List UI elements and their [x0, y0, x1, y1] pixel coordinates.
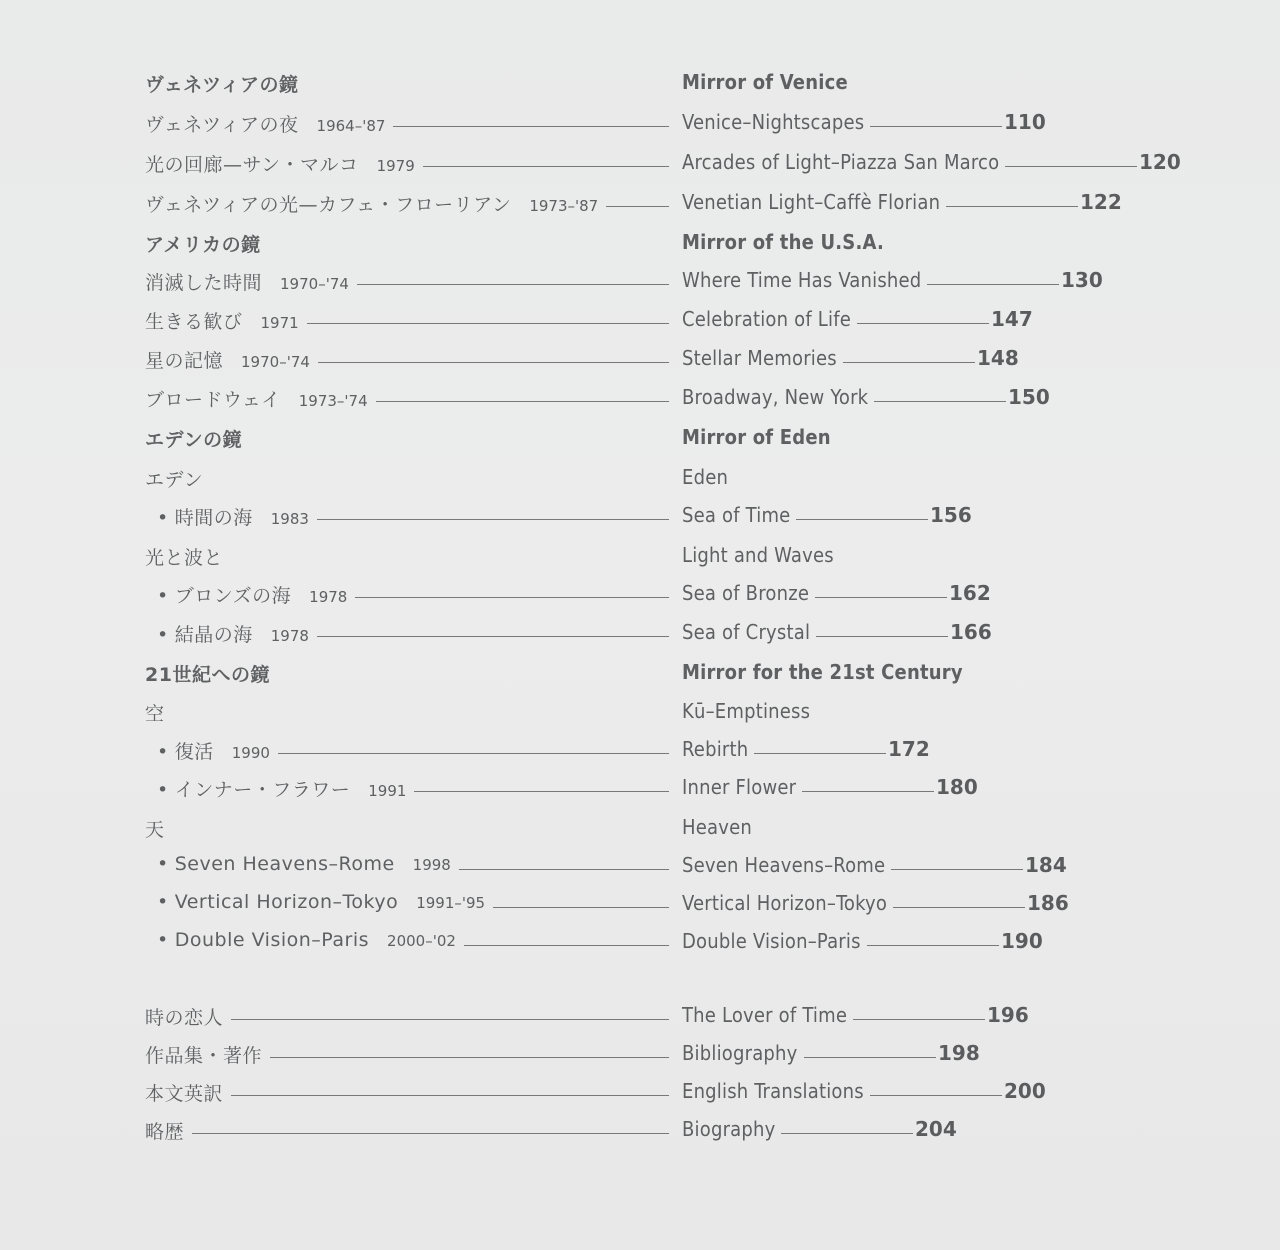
page-leader-rule [946, 206, 1078, 207]
entry-year: 1978 [309, 588, 348, 606]
section-heading-jp [145, 230, 261, 257]
section-heading-en: Mirror for the 21st Century [682, 660, 963, 684]
toc-entry [0, 887, 1280, 921]
page-number: 110 [1004, 110, 1046, 134]
page-number: 122 [1080, 190, 1122, 214]
leader-rule [317, 519, 669, 520]
entry-title-jp-text: エデン [145, 469, 204, 491]
page-number: 200 [1004, 1079, 1046, 1103]
entry-title-jp [157, 853, 451, 875]
page-number: 166 [950, 620, 992, 644]
entry-title-jp [145, 346, 310, 373]
entry-title-jp [145, 190, 598, 217]
page-number: 198 [938, 1041, 980, 1065]
page-leader-rule [857, 323, 989, 324]
entry-year: 1990 [231, 744, 270, 762]
entry-title-jp-text: 結晶の海 [174, 624, 253, 646]
toc-entry [0, 66, 1280, 100]
leader-rule [393, 126, 669, 127]
toc-entry [0, 656, 1280, 690]
page-number: 186 [1027, 891, 1069, 915]
entry-title-jp [157, 503, 309, 530]
entry-title-jp [145, 110, 385, 137]
leader-rule [307, 323, 669, 324]
page-number: 156 [930, 503, 972, 527]
entry-title-en: Rebirth [682, 737, 749, 761]
page-number: 148 [977, 346, 1019, 370]
page-leader-rule [796, 519, 928, 520]
entry-title-en: Venetian Light–Caffè Florian [682, 190, 941, 214]
entry-title-jp [157, 775, 406, 802]
entry-title-jp-text: 略歴 [145, 1121, 185, 1143]
entry-title-en: Sea of Crystal [682, 620, 811, 644]
entry-title-jp [145, 1003, 223, 1030]
entry-year: 1964–'87 [316, 117, 386, 135]
leader-rule [464, 945, 669, 946]
page-number: 184 [1025, 853, 1067, 877]
entry-title-jp [145, 543, 223, 570]
entry-title-jp-text: 消滅した時間 [145, 272, 263, 294]
entry-title-jp-text: 21世紀への鏡 [145, 664, 270, 686]
entry-title-jp [145, 465, 203, 492]
entry-title-en: The Lover of Time [682, 1003, 848, 1027]
entry-title-jp [145, 268, 349, 295]
entry-title-jp-text: ヴェネツィアの夜 [145, 114, 299, 136]
bullet-icon: • [157, 624, 169, 646]
bullet-icon: • [157, 741, 169, 763]
entry-title-en: Celebration of Life [682, 307, 852, 331]
toc-entry [0, 106, 1280, 140]
leader-rule [270, 1057, 669, 1058]
leader-rule [317, 636, 669, 637]
entry-year: 1979 [376, 157, 415, 175]
page-number: 172 [888, 737, 930, 761]
entry-title-jp-text: 作品集・著作 [145, 1045, 263, 1067]
page-number: 180 [936, 775, 978, 799]
entry-title-jp [145, 1079, 223, 1106]
toc-entry [0, 342, 1280, 376]
entry-title-en: Vertical Horizon–Tokyo [682, 891, 888, 915]
entry-title-en: Broadway, New York [682, 385, 869, 409]
bullet-icon: • [157, 585, 169, 607]
entry-title-jp-text: 時間の海 [174, 507, 253, 529]
leader-rule [357, 284, 669, 285]
section-heading-en: Mirror of Venice [682, 70, 848, 94]
entry-title-jp [145, 815, 165, 842]
entry-title-en: Sea of Bronze [682, 581, 810, 605]
leader-rule [423, 166, 669, 167]
toc-entry [0, 1037, 1280, 1071]
entry-title-jp [145, 385, 368, 412]
leader-rule [459, 869, 669, 870]
toc-entry [0, 303, 1280, 337]
entry-title-en: Stellar Memories [682, 346, 837, 370]
bullet-icon: • [157, 853, 169, 875]
leader-rule [192, 1133, 669, 1134]
page-leader-rule [853, 1019, 985, 1020]
entry-title-en: English Translations [682, 1079, 864, 1103]
entry-year: 1991–'95 [416, 894, 486, 912]
entry-title-jp [145, 699, 165, 726]
leader-rule [376, 401, 669, 402]
leader-rule [278, 753, 669, 754]
entry-title-jp [145, 150, 415, 177]
entry-title-en: Seven Heavens–Rome [682, 853, 886, 877]
bullet-icon: • [157, 779, 169, 801]
entry-title-jp-text: 本文英訳 [145, 1083, 224, 1105]
page-number: 162 [949, 581, 991, 605]
entry-title-jp-text: Double Vision–Paris [174, 929, 370, 951]
toc-entry [0, 616, 1280, 650]
toc-entry [0, 381, 1280, 415]
entry-title-en: Inner Flower [682, 775, 797, 799]
entry-year: 1991 [368, 782, 407, 800]
toc-entry [0, 771, 1280, 805]
entry-title-jp-text: 空 [145, 703, 165, 725]
page-leader-rule [843, 362, 975, 363]
page-leader-rule [874, 401, 1006, 402]
entry-title-jp-text: 星の記憶 [145, 350, 224, 372]
toc-entry [0, 733, 1280, 767]
leader-rule [318, 362, 669, 363]
leader-rule [493, 907, 669, 908]
page-number: 150 [1008, 385, 1050, 409]
entry-title-jp-text: Seven Heavens–Rome [174, 853, 395, 875]
toc-entry [0, 999, 1280, 1033]
entry-title-jp-text: 天 [145, 819, 165, 841]
page-leader-rule [815, 597, 947, 598]
toc-entry [0, 1075, 1280, 1109]
toc-entry [0, 421, 1280, 455]
entry-title-en: Double Vision–Paris [682, 929, 861, 953]
entry-title-en: Biography [682, 1117, 776, 1141]
page-number: 196 [987, 1003, 1029, 1027]
toc-entry [0, 925, 1280, 959]
entry-title-en: Sea of Time [682, 503, 791, 527]
entry-title-en: Heaven [682, 815, 752, 839]
entry-title-jp-text: 生きる歓び [145, 311, 243, 333]
entry-title-en: Eden [682, 465, 729, 489]
entry-title-en: Arcades of Light–Piazza San Marco [682, 150, 1000, 174]
entry-title-jp-text: 時の恋人 [145, 1007, 224, 1029]
entry-title-jp-text: ブロードウェイ [145, 389, 281, 411]
toc-entry [0, 577, 1280, 611]
entry-year: 1973–'74 [298, 392, 368, 410]
toc-entry [0, 186, 1280, 220]
page-leader-rule [781, 1133, 913, 1134]
page-leader-rule [816, 636, 948, 637]
page-leader-rule [927, 284, 1059, 285]
page-number: 147 [991, 307, 1033, 331]
entry-title-jp [145, 1117, 184, 1144]
entry-year: 1978 [270, 627, 309, 645]
page-leader-rule [893, 907, 1025, 908]
bullet-icon: • [157, 929, 169, 951]
leader-rule [606, 206, 669, 207]
page-number: 120 [1139, 150, 1181, 174]
entry-year: 1998 [412, 856, 451, 874]
page-leader-rule [1005, 166, 1137, 167]
entry-year: 1970–'74 [241, 353, 310, 371]
entry-title-jp-text: ブロンズの海 [174, 585, 292, 607]
leader-rule [231, 1095, 669, 1096]
toc-entry [0, 539, 1280, 573]
page-leader-rule [870, 1095, 1002, 1096]
toc-entry [0, 849, 1280, 883]
entry-title-en: Venice–Nightscapes [682, 110, 865, 134]
toc-entry [0, 695, 1280, 729]
entry-title-jp [157, 581, 347, 608]
entry-title-jp-text: ヴェネツィアの鏡 [145, 74, 299, 96]
page-leader-rule [870, 126, 1002, 127]
entry-title-jp-text: 光と波と [145, 547, 224, 569]
entry-title-en: Where Time Has Vanished [682, 268, 922, 292]
entry-title-jp-text: 光の回廊—サン・マルコ [145, 154, 359, 176]
entry-title-jp-text: エデンの鏡 [145, 429, 243, 451]
leader-rule [414, 791, 669, 792]
entry-title-jp [145, 1041, 262, 1068]
entry-title-en: Light and Waves [682, 543, 834, 567]
section-heading-en: Mirror of Eden [682, 425, 831, 449]
entry-title-jp [157, 929, 456, 951]
toc-entry [0, 499, 1280, 533]
toc-entry [0, 264, 1280, 298]
page-number: 190 [1001, 929, 1043, 953]
section-heading-jp [145, 425, 242, 452]
entry-year: 1970–'74 [280, 275, 349, 293]
entry-title-en: Bibliography [682, 1041, 798, 1065]
toc-entry [0, 226, 1280, 260]
page-number: 130 [1061, 268, 1103, 292]
entry-title-jp-text: アメリカの鏡 [145, 234, 261, 256]
entry-year: 2000–'02 [387, 932, 456, 950]
leader-rule [355, 597, 669, 598]
entry-year: 1983 [270, 510, 309, 528]
toc-entry [0, 461, 1280, 495]
section-heading-en: Mirror of the U.S.A. [682, 230, 885, 254]
entry-year: 1973–'87 [529, 197, 599, 215]
entry-title-jp [157, 620, 309, 647]
entry-title-jp-text: Vertical Horizon–Tokyo [174, 891, 399, 913]
entry-year: 1971 [260, 314, 299, 332]
page-leader-rule [867, 945, 999, 946]
entry-title-jp-text: 復活 [174, 741, 214, 763]
page-leader-rule [804, 1057, 936, 1058]
page-leader-rule [754, 753, 886, 754]
toc-entry [0, 1113, 1280, 1147]
toc-entry [0, 811, 1280, 845]
entry-title-jp [157, 891, 485, 913]
section-heading-jp [145, 70, 299, 97]
page-leader-rule [891, 869, 1023, 870]
bullet-icon: • [157, 507, 169, 529]
toc-entry [0, 146, 1280, 180]
leader-rule [231, 1019, 669, 1020]
bullet-icon: • [157, 891, 169, 913]
entry-title-jp-text: インナー・フラワー [174, 779, 351, 801]
entry-title-jp-text: ヴェネツィアの光—カフェ・フローリアン [145, 194, 512, 216]
entry-title-jp [145, 307, 299, 334]
section-heading-jp [145, 660, 270, 687]
page-leader-rule [802, 791, 934, 792]
entry-title-jp [157, 737, 270, 764]
page-number: 204 [915, 1117, 957, 1141]
entry-title-en: Kū–Emptiness [682, 699, 811, 723]
